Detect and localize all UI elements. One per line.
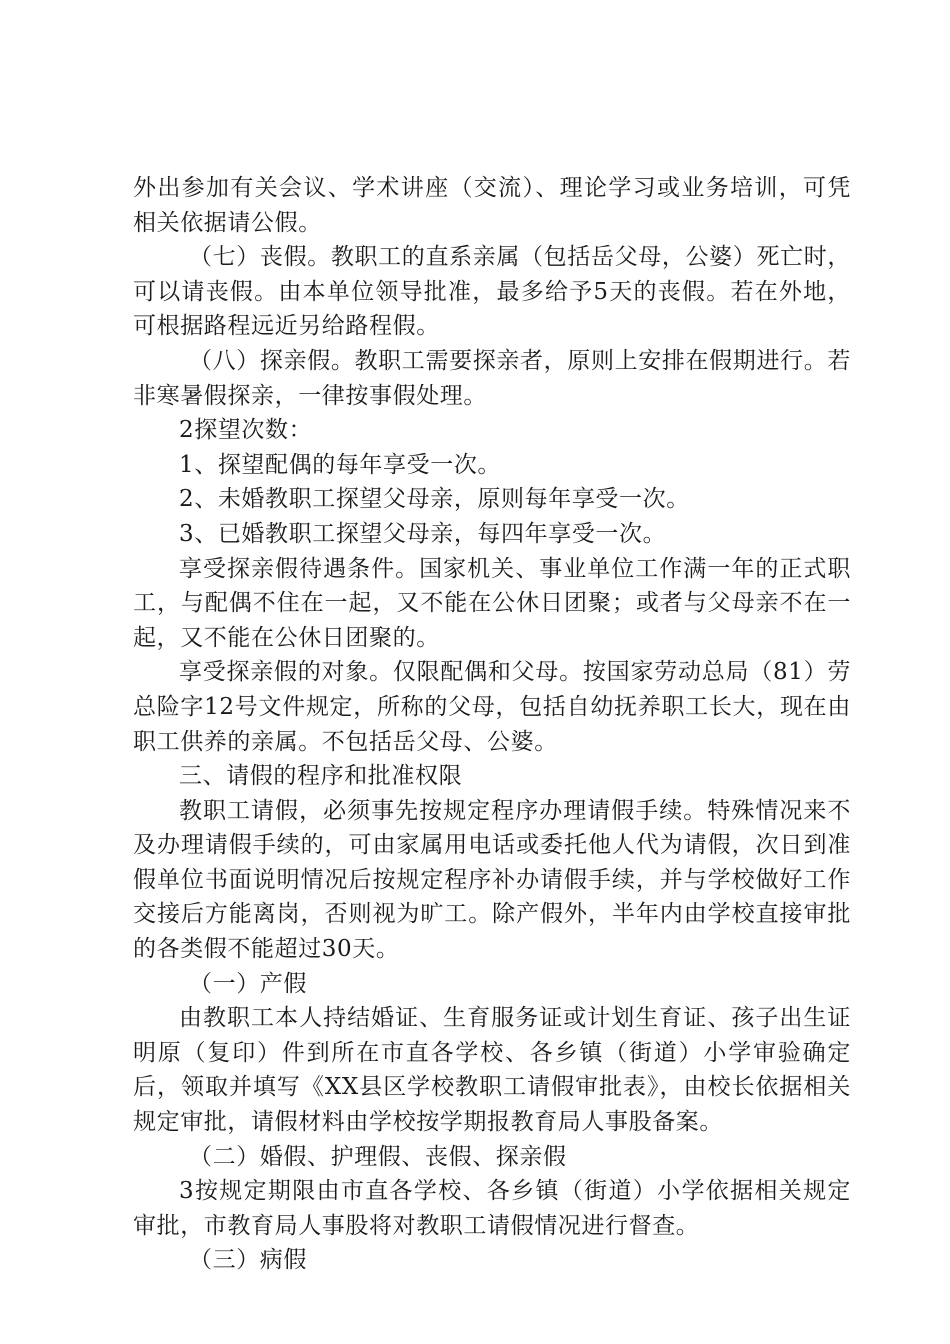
- paragraph-visit-count-heading: 2探望次数：: [179, 417, 313, 444]
- list-item-married-visit: 3、已婚教职工探望父母亲，每四年享受一次。: [179, 520, 667, 547]
- subheading-maternity-leave: （一）产假: [189, 970, 307, 997]
- paragraph-family-visit-leave: （八）探亲假。教职工需要探亲者，原则上安排在假期进行。若非寒暑假探亲，一律按事假处理。: [133, 347, 851, 409]
- list-item-spouse-visit: 1、探望配偶的每年享受一次。: [179, 451, 502, 478]
- subheading-marriage-care-funeral-visit: （二）婚假、护理假、丧假、探亲假: [189, 1143, 567, 1170]
- paragraph-eligible-relatives: 享受探亲假的对象。仅限配偶和父母。按国家劳动总局（81）劳总险字12号文件规定，所称的父母，包括自幼抚养职工长大，现在由职工供养的亲属。不包括岳父母、公婆。: [133, 659, 851, 755]
- section-heading-procedure: 三、请假的程序和批准权限: [179, 763, 463, 790]
- paragraph-request-procedure: 教职工请假，必须事先按规定程序办理请假手续。特殊情况来不及办理请假手续的，可由家属用电话或委托他人代为请假，次日到准假单位书面说明情况后按规定程序补办请假手续，并与学校做好工作交接后方能离岗，否则视为旷工。除产假外，半年内由学校直接审批的各类假不能超过30天。: [133, 797, 851, 963]
- list-item-unmarried-visit: 2、未婚教职工探望父母亲，原则每年享受一次。: [179, 486, 690, 513]
- paragraph-official-leave-tail: 外出参加有关会议、学术讲座（交流）、理论学习或业务培训，可凭相关依据请公假。: [133, 175, 851, 236]
- document-body: [133, 171, 851, 1278]
- paragraph-eligibility-conditions: 享受探亲假待遇条件。国家机关、事业单位工作满一年的正式职工，与配偶不住在一起，又不能在公休日团聚；或者与父母亲不在一起，又不能在公休日团聚的。: [133, 555, 851, 651]
- subheading-sick-leave: （三）病假: [189, 1247, 307, 1274]
- paragraph-maternity-procedure: 由教职工本人持结婚证、生育服务证或计划生育证、孩子出生证明原（复印）件到所在市直各学校、各乡镇（街道）小学审验确定后，领取并填写《XX县区学校教职工请假审批表》，由校长依据相关规定审批，请假材料由学校按学期报教育局人事股备案。: [133, 1005, 851, 1136]
- paragraph-approval-supervision: 3按规定期限由市直各学校、各乡镇（街道）小学依据相关规定审批，市教育局人事股将对教职工请假情况进行督查。: [133, 1178, 851, 1239]
- paragraph-funeral-leave: （七）丧假。教职工的直系亲属（包括岳父母，公婆）死亡时，可以请丧假。由本单位领导批准，最多给予5天的丧假。若在外地，可根据路程远近另给路程假。: [133, 244, 851, 340]
